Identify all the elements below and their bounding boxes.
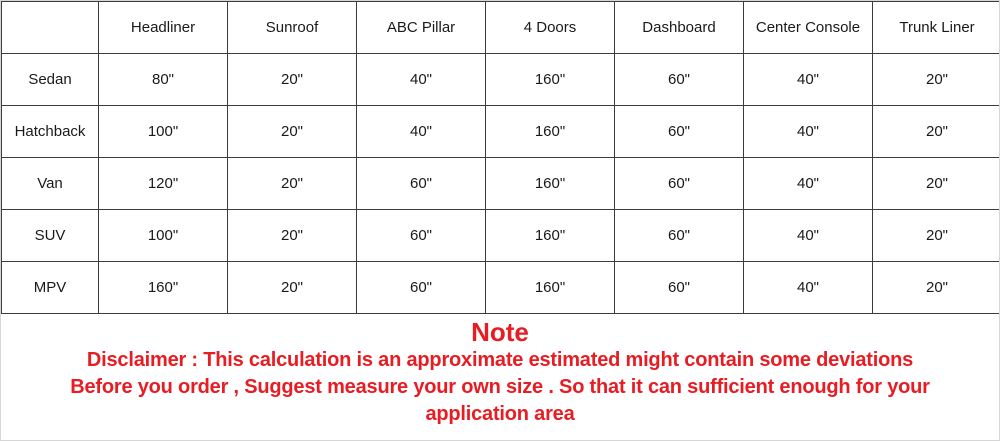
size-cell: 60" — [615, 106, 744, 158]
row-label: SUV — [2, 210, 99, 262]
column-header-sunroof: Sunroof — [228, 2, 357, 54]
size-chart-table — [1, 1, 1000, 314]
size-cell: 40" — [744, 158, 873, 210]
size-cell: 160" — [486, 54, 615, 106]
column-header-headliner: Headliner — [99, 2, 228, 54]
note-section — [1, 315, 999, 441]
size-cell: 160" — [486, 106, 615, 158]
size-cell: 160" — [486, 158, 615, 210]
table-row-suv — [2, 210, 1000, 262]
size-cell: 60" — [357, 210, 486, 262]
table-row-sedan — [2, 54, 1000, 106]
size-cell: 20" — [873, 262, 1000, 314]
size-cell: 20" — [873, 158, 1000, 210]
size-cell: 20" — [873, 210, 1000, 262]
column-header-abc-pillar: ABC Pillar — [357, 2, 486, 54]
size-cell: 20" — [873, 54, 1000, 106]
note-title: Note — [471, 317, 529, 347]
size-cell: 100" — [99, 210, 228, 262]
size-cell: 20" — [228, 54, 357, 106]
size-cell: 60" — [615, 54, 744, 106]
column-header-4-doors: 4 Doors — [486, 2, 615, 54]
note-disclaimer-line: Disclaimer : This calculation is an approximate estimated might contain some deviations — [86, 349, 914, 371]
size-cell: 40" — [744, 262, 873, 314]
note-advice-line: Before you order , Suggest measure your own size . So that it can sufficient enough for your application area — [70, 376, 930, 425]
size-cell: 160" — [486, 210, 615, 262]
size-cell: 20" — [228, 158, 357, 210]
column-header-trunk-liner: Trunk Liner — [873, 2, 1000, 54]
size-cell: 40" — [744, 106, 873, 158]
size-cell: 40" — [744, 210, 873, 262]
size-cell: 60" — [615, 262, 744, 314]
size-cell: 40" — [357, 106, 486, 158]
size-cell: 40" — [744, 54, 873, 106]
table-row-mpv — [2, 262, 1000, 314]
size-cell: 60" — [357, 158, 486, 210]
row-label: Hatchback — [2, 106, 99, 158]
size-cell: 120" — [99, 158, 228, 210]
size-cell: 60" — [357, 262, 486, 314]
size-cell: 160" — [486, 262, 615, 314]
row-label: Sedan — [2, 54, 99, 106]
size-cell: 40" — [357, 54, 486, 106]
table-row-hatchback — [2, 106, 1000, 158]
corner-cell — [2, 2, 99, 54]
header-row — [2, 2, 1000, 54]
size-cell: 80" — [99, 54, 228, 106]
size-cell: 60" — [615, 210, 744, 262]
size-cell: 60" — [615, 158, 744, 210]
table-row-van — [2, 158, 1000, 210]
row-label: MPV — [2, 262, 99, 314]
row-label: Van — [2, 158, 99, 210]
size-cell: 20" — [228, 210, 357, 262]
size-cell: 100" — [99, 106, 228, 158]
size-cell: 20" — [228, 106, 357, 158]
size-cell: 20" — [228, 262, 357, 314]
size-cell: 160" — [99, 262, 228, 314]
size-cell: 20" — [873, 106, 1000, 158]
column-header-dashboard: Dashboard — [615, 2, 744, 54]
column-header-center-console: Center Console — [744, 2, 873, 54]
